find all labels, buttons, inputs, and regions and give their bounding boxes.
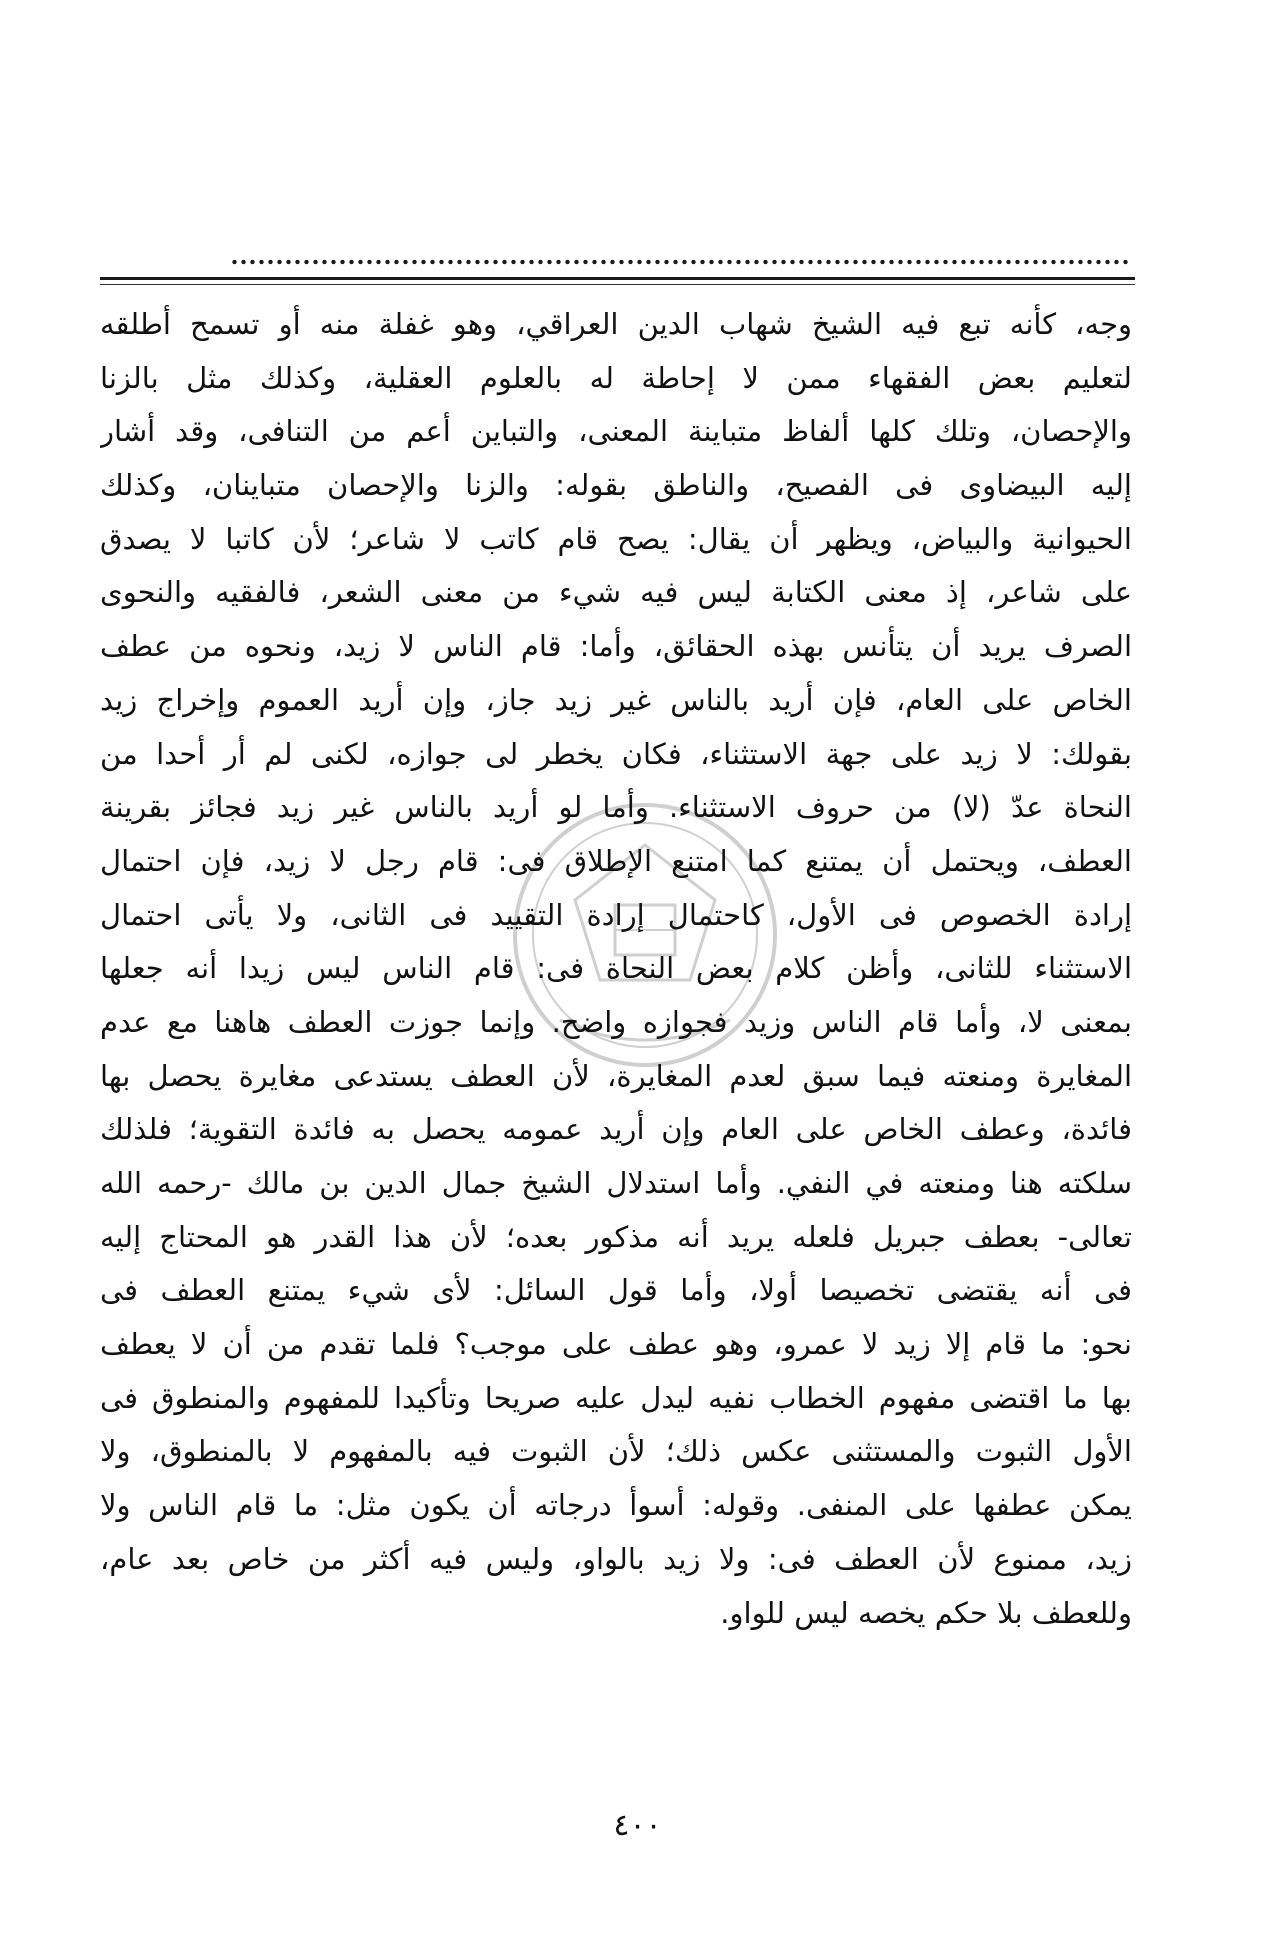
text-line: الحيوانية والبياض، ويظهر أن يقال: يصح قام كاتب لا شاعر؛ لأن كاتبا لا يصدق <box>100 521 1132 556</box>
text-line: فائدة، وعطف الخاص على العام وإن أريد عمومه يحصل به فائدة التقوية؛ فلذلك <box>100 1112 1132 1147</box>
text-line: إرادة الخصوص فى الأول، كاحتمال إرادة التقييد فى الثانى، ولا يأتى احتمال <box>100 897 1132 932</box>
body-text <box>100 298 1132 1640</box>
text-line: وجه، كأنه تبع فيه الشيخ شهاب الدين العراقي، وهو غفلة منه أو تسمح أطلقه <box>100 307 1132 341</box>
text-line: إليه البيضاوى فى الفصيح، والناطق بقوله: والزنا والإحصان متباينان، وكذلك <box>100 468 1132 503</box>
text-line-last: وللعطف بلا حكم يخصه ليس للواو. <box>720 1595 1132 1630</box>
text-line: العطف، ويحتمل أن يمتنع كما امتنع الإطلاق فى: قام رجل لا زيد، فإن احتمال <box>100 843 1132 878</box>
text-line: يمكن عطفها على المنفى. وقوله: أسوأ درجاته أن يكون مثل: ما قام الناس ولا <box>100 1488 1132 1523</box>
text-line: الاستثناء للثانى، وأظن كلام بعض النحاة فى: قام الناس ليس زيدا أنه جعلها <box>100 951 1132 986</box>
text-line: بها ما اقتضى مفهوم الخطاب نفيه ليدل عليه صريحا وتأكيدا للمفهوم والمنطوق فى <box>100 1380 1132 1415</box>
text-line: نحو: ما قام إلا زيد لا عمرو، وهو عطف على موجب؟ فلما تقدم من أن لا يعطف <box>100 1327 1132 1362</box>
header-rule-thin <box>100 284 1135 285</box>
text-line: الأول الثبوت والمستثنى عكس ذلك؛ لأن الثبوت فيه بالمفهوم لا بالمنطوق، ولا <box>100 1434 1132 1469</box>
text-line: فى أنه يقتضى تخصيصا أولا، وأما قول السائل: لأى شيء يمتنع العطف فى <box>100 1273 1132 1308</box>
header-rule <box>100 277 1135 280</box>
text-line: زيد، ممنوع لأن العطف فى: ولا زيد بالواو، وليس فيه أكثر من خاص بعد عام، <box>100 1541 1132 1576</box>
page-number: ٤٠٠ <box>613 1808 662 1843</box>
text-line: والإحصان، وتلك كلها ألفاظ متباينة المعنى، والتباين أعم من التنافى، وقد أشار <box>100 414 1132 449</box>
text-line: بمعنى لا، وأما قام الناس وزيد فجوازه واضح. وإنما جوزت العطف هاهنا مع عدم <box>100 1004 1132 1039</box>
text-line: الصرف يريد أن يتأنس بهذه الحقائق، وأما: قام الناس لا زيد، ونحوه من عطف <box>100 629 1132 664</box>
text-line: الخاص على العام، فإن أريد بالناس غير زيد جاز، وإن أريد العموم وإخراج زيد <box>100 682 1132 717</box>
header-dotted-rule <box>230 258 1132 266</box>
text-line: المغايرة ومنعته فيما سبق لعدم المغايرة، لأن العطف يستدعى مغايرة يحصل بها <box>100 1058 1132 1093</box>
text-line: سلكته هنا ومنعته في النفي. وأما استدلال الشيخ جمال الدين بن مالك -رحمه الله <box>100 1166 1132 1200</box>
text-line: النحاة عدّ (لا) من حروف الاستثناء. وأما لو أريد بالناس غير زيد فجائز بقرينة <box>100 790 1132 825</box>
text-line: تعالى- بعطف جبريل فلعله يريد أنه مذكور بعده؛ لأن هذا القدر هو المحتاج إليه <box>100 1219 1132 1254</box>
text-line: بقولك: لا زيد على جهة الاستثناء، فكان يخطر لى جوازه، لكنى لم أر أحدا من <box>100 736 1132 771</box>
text-line: على شاعر، إذ معنى الكتابة ليس فيه شيء من معنى الشعر، فالفقيه والنحوى <box>100 575 1132 610</box>
text-line: لتعليم بعض الفقهاء ممن لا إحاطة له بالعلوم العقلية، وكذلك مثل بالزنا <box>100 360 1132 395</box>
